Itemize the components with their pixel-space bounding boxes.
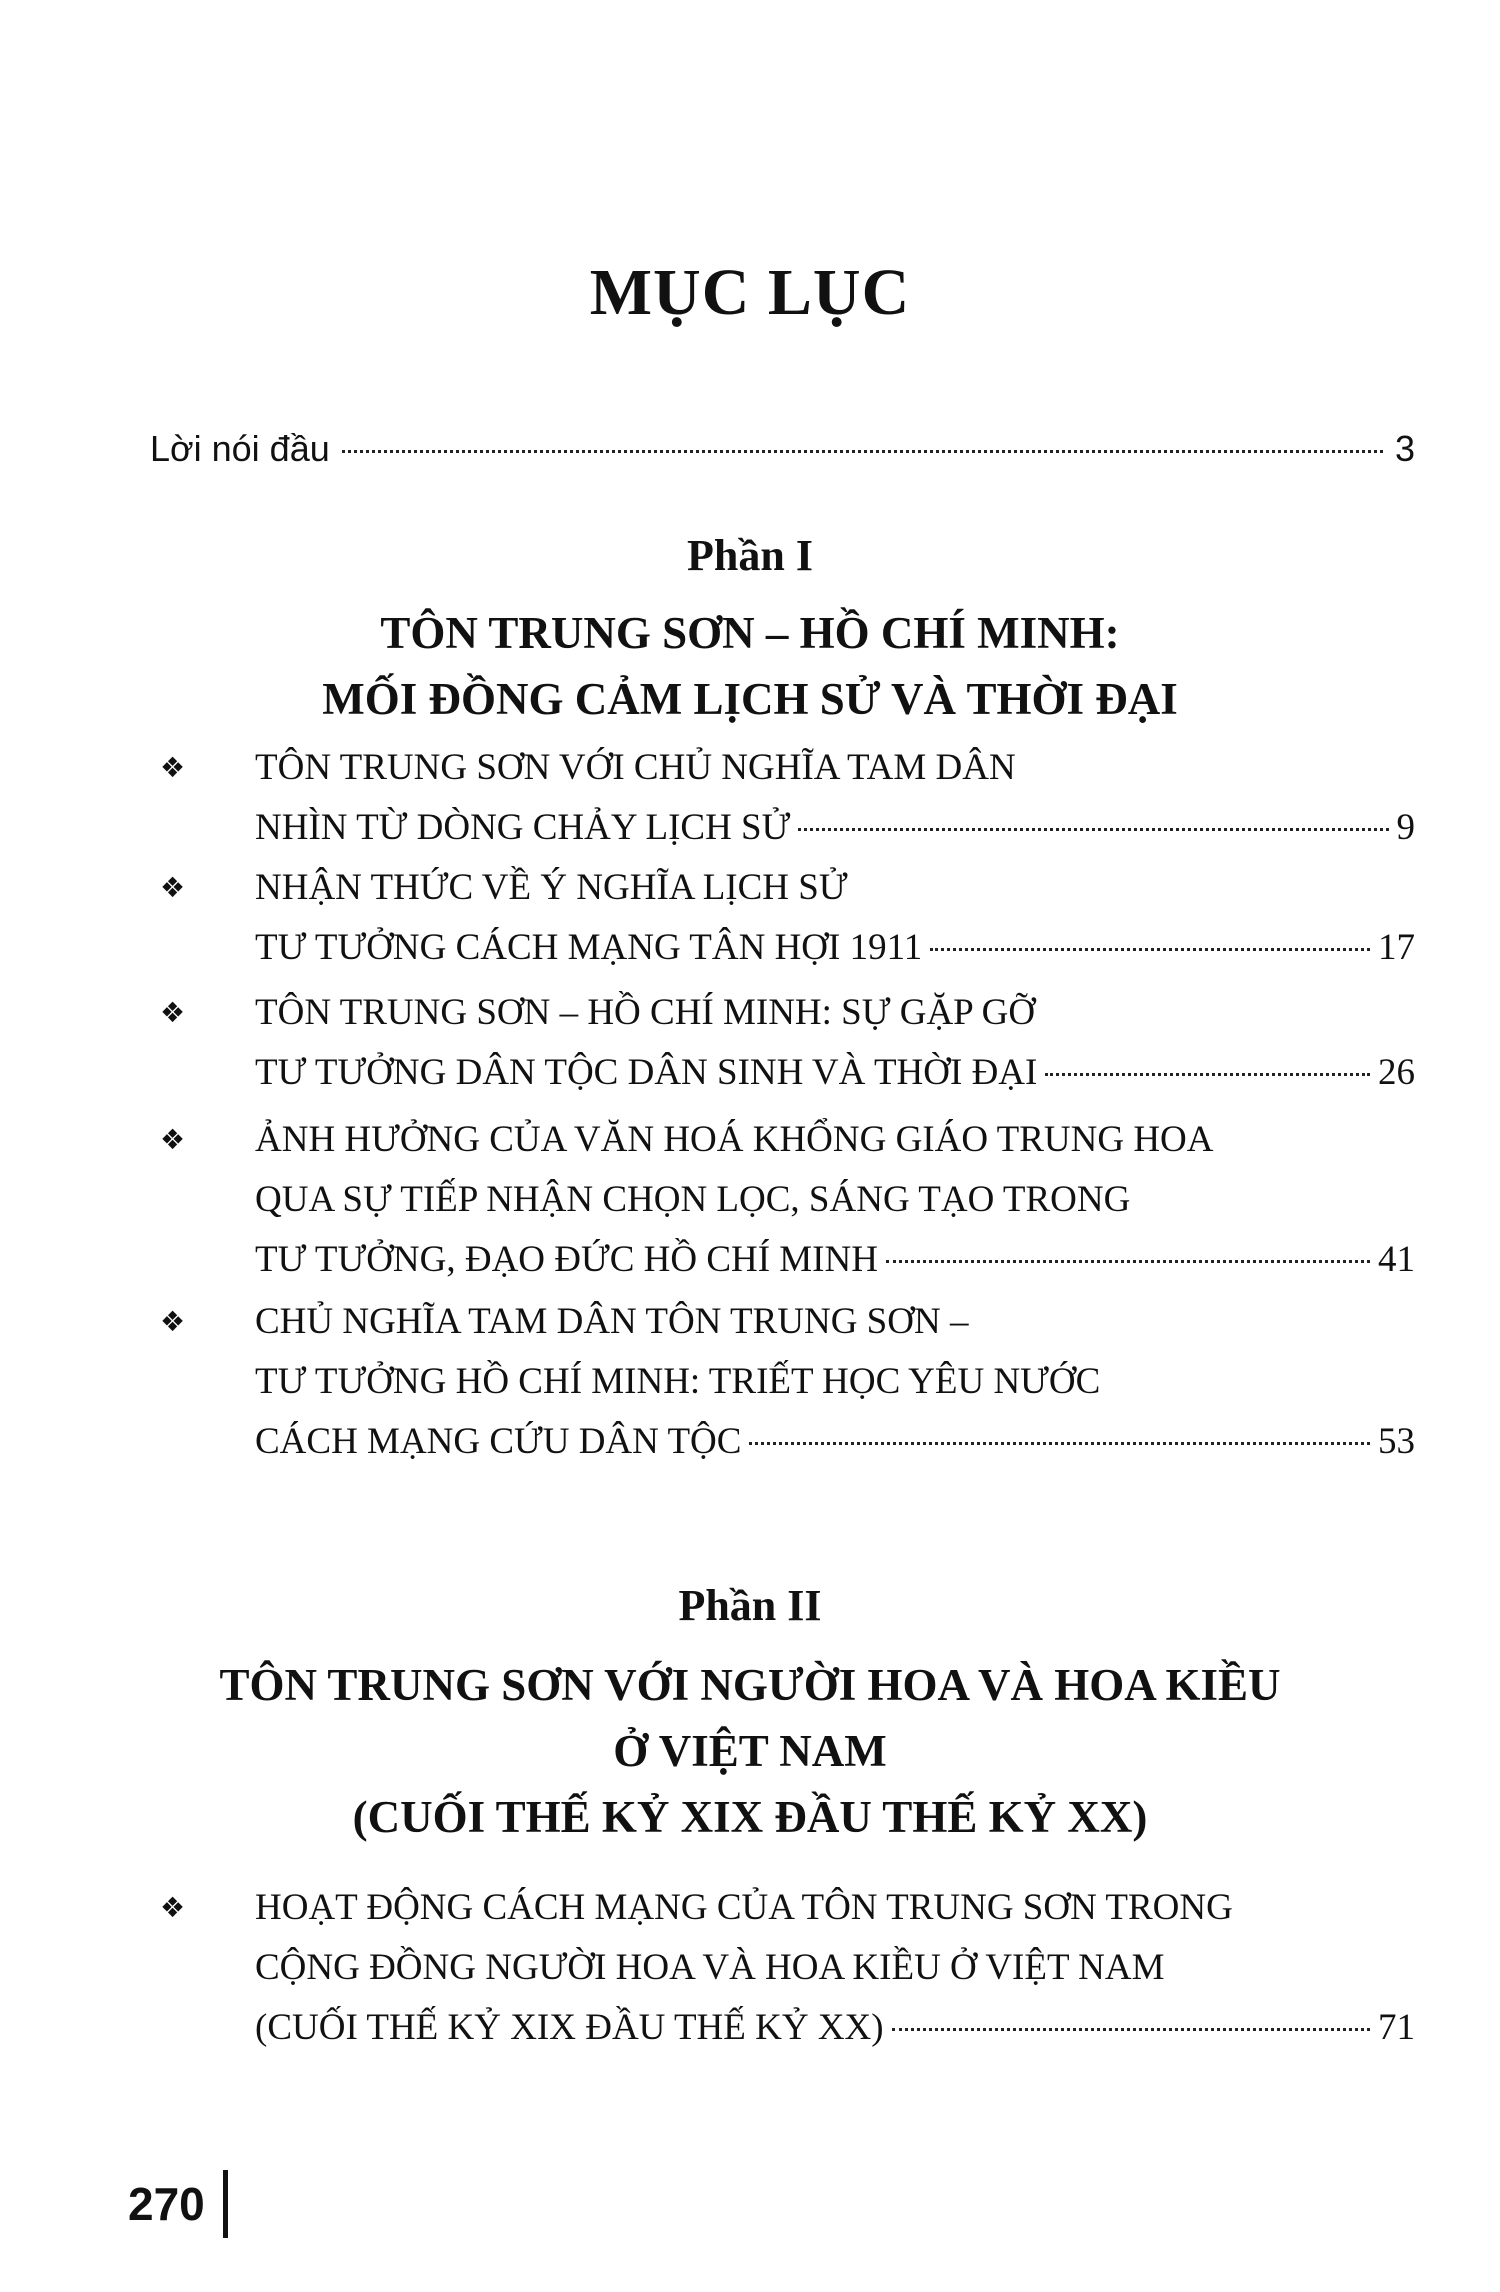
part-2-title-line: Ở VIỆT NAM	[613, 1726, 887, 1776]
toc-entry	[150, 1110, 1415, 1290]
toc-entry	[150, 1292, 1415, 1472]
dot-leader	[930, 948, 1370, 951]
entry-line-last	[255, 798, 1415, 858]
entry-line: TƯ TƯỞNG, ĐẠO ĐỨC HỒ CHÍ MINH	[255, 1239, 878, 1280]
toc-entry	[150, 1878, 1415, 2058]
entry-line: NHẬN THỨC VỀ Ý NGHĨA LỊCH SỬ	[255, 867, 848, 908]
diamond-bullet-icon: ❖	[160, 871, 186, 904]
toc-entry	[150, 738, 1415, 858]
diamond-bullet-icon: ❖	[160, 996, 186, 1029]
diamond-bullet-icon: ❖	[160, 1123, 186, 1156]
entry-line: TƯ TƯỞNG HỒ CHÍ MINH: TRIẾT HỌC YÊU NƯỚC	[255, 1361, 1101, 1402]
dot-leader	[749, 1442, 1370, 1445]
part-1-title-line: MỐI ĐỒNG CẢM LỊCH SỬ VÀ THỜI ĐẠI	[322, 674, 1178, 724]
diamond-bullet-icon: ❖	[160, 1305, 186, 1338]
entry-line: TÔN TRUNG SƠN VỚI CHỦ NGHĨA TAM DÂN	[255, 747, 1016, 788]
entry-line: TƯ TƯỞNG DÂN TỘC DÂN SINH VÀ THỜI ĐẠI	[255, 1052, 1038, 1093]
entry-page: 9	[1396, 807, 1415, 848]
entry-line: TÔN TRUNG SƠN – HỒ CHÍ MINH: SỰ GẶP GỠ	[255, 992, 1036, 1033]
dot-leader	[886, 1260, 1370, 1263]
dot-leader	[342, 450, 1383, 453]
preface-label: Lời nói đầu	[150, 428, 330, 469]
entry-line-last	[255, 1230, 1415, 1290]
dot-leader	[798, 828, 1388, 831]
part-2-title-line: (CUỐI THẾ KỶ XIX ĐẦU THẾ KỶ XX)	[352, 1792, 1148, 1842]
entry-line: CHỦ NGHĨA TAM DÂN TÔN TRUNG SƠN –	[255, 1301, 969, 1342]
part-1-title-line: TÔN TRUNG SƠN – HỒ CHÍ MINH:	[380, 608, 1120, 658]
dot-leader	[1045, 1073, 1370, 1076]
entry-line: QUA SỰ TIẾP NHẬN CHỌN LỌC, SÁNG TẠO TRONG	[255, 1179, 1131, 1220]
entry-line-last	[255, 1043, 1415, 1103]
part-2-label: Phần II	[678, 1581, 822, 1630]
preface-page: 3	[1394, 428, 1415, 469]
folio-divider	[223, 2170, 228, 2238]
entry-line: CÁCH MẠNG CỨU DÂN TỘC	[255, 1421, 742, 1462]
entry-line: TƯ TƯỞNG CÁCH MẠNG TÂN HỢI 1911	[255, 927, 923, 968]
toc-entry	[150, 983, 1415, 1103]
entry-line-last	[255, 918, 1415, 978]
entry-line-last	[255, 1998, 1415, 2058]
entry-page: 41	[1378, 1239, 1415, 1280]
entry-page: 17	[1378, 927, 1415, 968]
dot-leader	[892, 2028, 1370, 2031]
diamond-bullet-icon: ❖	[160, 1891, 186, 1924]
part-1-label: Phần I	[687, 531, 813, 580]
entry-line: NHÌN TỪ DÒNG CHẢY LỊCH SỬ	[255, 807, 791, 848]
part-2-title	[0, 1652, 1500, 1850]
page-folio	[128, 2170, 228, 2238]
toc-entry-preface	[150, 428, 1415, 470]
part-1-title	[0, 600, 1500, 732]
page-title: MỤC LỤC	[589, 256, 911, 329]
diamond-bullet-icon: ❖	[160, 751, 186, 784]
entry-page: 53	[1378, 1421, 1415, 1462]
toc-entry	[150, 858, 1415, 978]
entry-line: HOẠT ĐỘNG CÁCH MẠNG CỦA TÔN TRUNG SƠN TRONG	[255, 1887, 1233, 1928]
entry-line: CỘNG ĐỒNG NGƯỜI HOA VÀ HOA KIỀU Ở VIỆT NAM	[255, 1947, 1165, 1988]
page-number: 270	[128, 2178, 205, 2230]
entry-line: ẢNH HƯỞNG CỦA VĂN HOÁ KHỔNG GIÁO TRUNG HOA	[255, 1119, 1214, 1160]
entry-line: (CUỐI THẾ KỶ XIX ĐẦU THẾ KỶ XX)	[255, 2007, 884, 2048]
part-2-title-line: TÔN TRUNG SƠN VỚI NGƯỜI HOA VÀ HOA KIỀU	[219, 1660, 1281, 1710]
entry-line-last	[255, 1412, 1415, 1472]
entry-page: 26	[1378, 1052, 1415, 1093]
entry-page: 71	[1378, 2007, 1415, 2048]
